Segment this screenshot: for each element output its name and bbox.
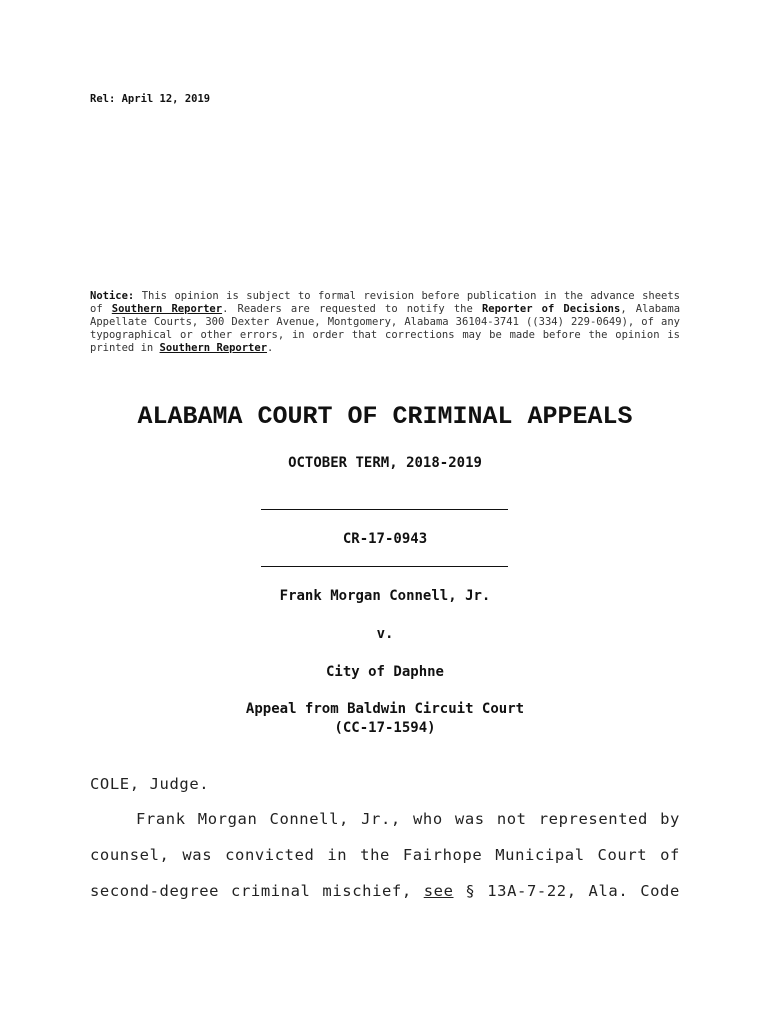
appeal-from: Appeal from Baldwin Circuit Court bbox=[245, 701, 525, 717]
notice-text-3: , Alabama Appellate Courts, 300 Dexter Avenue, Montgomery, Alabama 36104-3741 ((334) 229-0649), of any typographical or other errors, in order that corrections may be made before the opinion is printed in bbox=[90, 303, 681, 354]
line3-word: criminal bbox=[231, 882, 311, 900]
notice-paragraph bbox=[90, 290, 680, 355]
notice-text-4: . bbox=[267, 342, 274, 354]
line3-word: mischief, bbox=[322, 882, 412, 900]
line2-word: Fairhope bbox=[402, 846, 483, 864]
term: OCTOBER TERM, 2018-2019 bbox=[288, 455, 482, 471]
opinion-line-3 bbox=[90, 882, 680, 900]
divider-bottom bbox=[261, 566, 508, 567]
notice-text-1: This opinion is subject to formal revision before publication in the advance sheets of bbox=[90, 290, 680, 315]
line3-word: § bbox=[465, 882, 476, 900]
case-number: CR-17-0943 bbox=[342, 531, 428, 547]
opinion-author: COLE, Judge. bbox=[90, 775, 210, 793]
line2-word: the bbox=[360, 846, 390, 864]
divider-top bbox=[261, 509, 508, 510]
opinion-line-1 bbox=[136, 810, 680, 828]
line2-word: counsel, bbox=[90, 846, 170, 864]
court-name: ALABAMA COURT OF CRIMINAL APPEALS bbox=[137, 402, 633, 431]
lower-case-number: (CC-17-1594) bbox=[334, 720, 436, 736]
appellant: Frank Morgan Connell, Jr. bbox=[279, 588, 491, 604]
notice-label: Notice: bbox=[90, 290, 135, 302]
line1-word: Morgan bbox=[197, 810, 258, 828]
line1-word: who bbox=[412, 810, 443, 828]
line1-word: not bbox=[496, 810, 527, 828]
line3-word: Code bbox=[640, 882, 680, 900]
line1-word: represented bbox=[538, 810, 648, 828]
line2-word: Municipal bbox=[495, 846, 585, 864]
southern-reporter-2: Southern Reporter bbox=[159, 342, 268, 354]
southern-reporter-1: Southern Reporter bbox=[111, 303, 223, 315]
line2-word: in bbox=[327, 846, 348, 864]
notice-text-2: . Readers are requested to notify the bbox=[222, 303, 482, 315]
appellee: City of Daphne bbox=[325, 664, 444, 680]
line1-word: Connell, bbox=[269, 810, 349, 828]
line2-word: convicted bbox=[225, 846, 315, 864]
line1-word: Jr., bbox=[361, 810, 401, 828]
line1-word: by bbox=[660, 810, 680, 828]
line1-word: was bbox=[454, 810, 485, 828]
reporter-of-decisions: Reporter of Decisions bbox=[481, 303, 621, 315]
line2-word: of bbox=[660, 846, 680, 864]
line2-word: Court bbox=[597, 846, 648, 864]
line3-word: Ala. bbox=[588, 882, 629, 900]
line3-word: second-degree bbox=[90, 882, 220, 900]
opinion-line-2 bbox=[90, 846, 680, 864]
versus: v. bbox=[376, 626, 394, 642]
line3-word: 13A-7-22, bbox=[487, 882, 577, 900]
line1-word: Frank bbox=[136, 810, 186, 828]
line2-word: was bbox=[182, 846, 213, 864]
see-signal: see bbox=[423, 882, 454, 900]
release-date: Rel: April 12, 2019 bbox=[90, 93, 211, 105]
